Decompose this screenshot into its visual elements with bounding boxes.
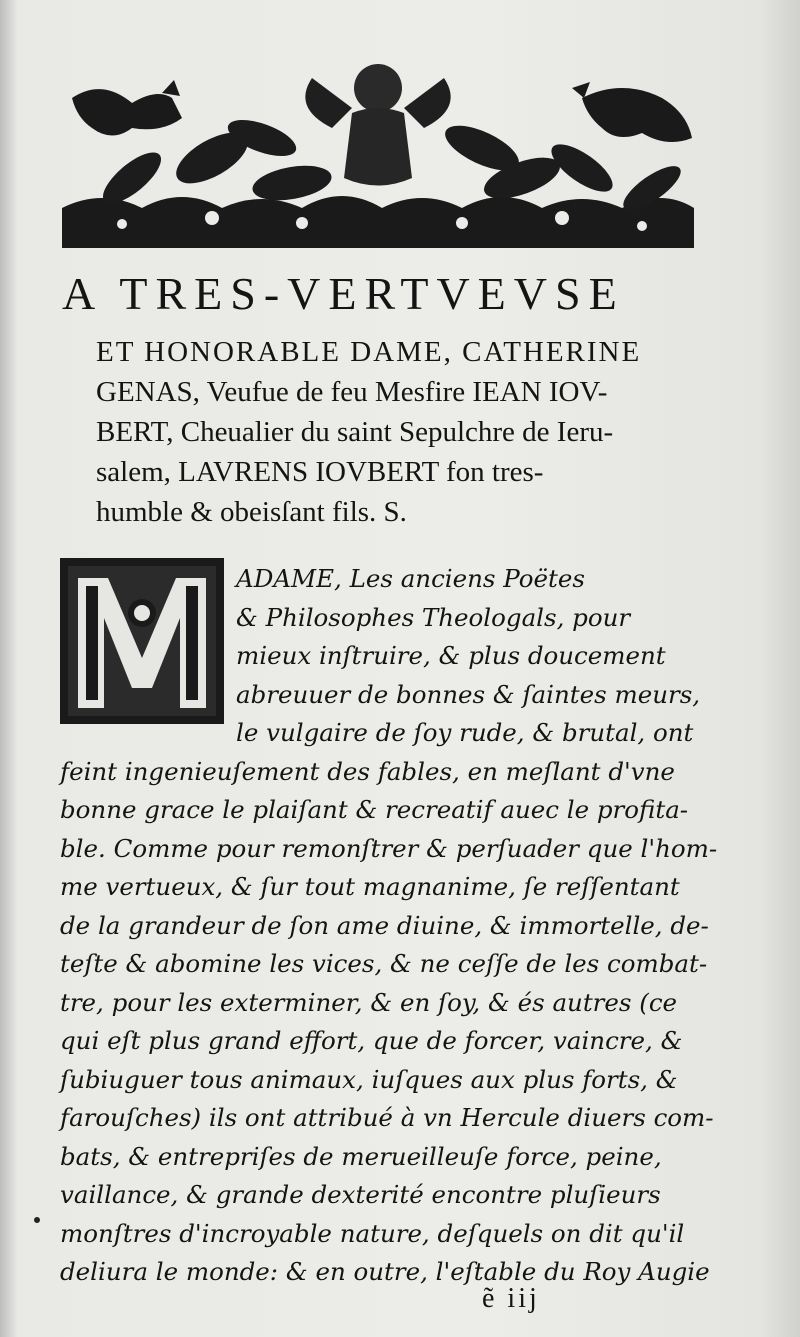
- body-line: deliura le monde: & en outre, l'eſtable du Roy Augie: [60, 1257, 710, 1286]
- woodcut-headpiece-ornament: [62, 58, 694, 250]
- body-line: tre, pour les exterminer, & en ſoy, & és autres (ce: [60, 987, 678, 1017]
- body-line: abreuuer de bonnes & ſaintes meurs,: [236, 679, 701, 709]
- dedication-line: salem, LAVRENS IOVBERT fon tres-: [96, 456, 544, 488]
- body-line: feint ingenieuſement des fables, en meſlant d'vne: [60, 756, 675, 786]
- body-line: qui eſt plus grand effort, que de forcer, vaincre, &: [60, 1026, 683, 1055]
- body-line: de la grandeur de ſon ame diuine, & immortelle, de-: [60, 910, 709, 940]
- dedication-line: GENAS, Veufue de feu Mesfire IEAN IOV-: [96, 376, 608, 408]
- dedication-line: BERT, Cheualier du saint Sepulchre de Ieru-: [96, 416, 614, 448]
- body-line: mieux inſtruire, & plus doucement: [236, 641, 666, 670]
- body-line: & Philosophes Theologals, pour: [236, 602, 631, 632]
- body-line: bats, & entrepriſes de merueilleuſe force, peine,: [60, 1141, 662, 1171]
- body-line: farouſches) ils ont attribué à vn Hercule diuers com-: [60, 1103, 714, 1132]
- body-line: bonne grace le plaiſant & recreatif auec le profita-: [60, 795, 689, 824]
- dedication-line: ET HONORABLE DAME, CATHERINE: [96, 336, 642, 368]
- body-line: teſte & abomine les vices, & ne ceſſe de les combat-: [60, 949, 708, 978]
- body-line: ble. Comme pour remonſtrer & perſuader que l'hom-: [60, 833, 718, 863]
- body-line: me vertueux, & ſur tout magnanime, ſe reſſentant: [60, 872, 680, 901]
- body-line: ſubiuguer tous animaux, iuſques aux plus forts, &: [60, 1064, 678, 1094]
- body-line: monſtres d'incroyable nature, deſquels on dit qu'il: [60, 1218, 685, 1248]
- dedication-block: [96, 332, 706, 532]
- dedication-title: A TRES-VERTVEVSE: [62, 268, 625, 319]
- dedication-line: humble & obeisſant fils. S.: [96, 496, 407, 528]
- signature-mark: ẽ iij: [482, 1283, 540, 1314]
- margin-mark: [34, 1217, 40, 1223]
- body-line: vaillance, & grande dexterité encontre pluſieurs: [60, 1180, 661, 1209]
- body-line: le vulgaire de ſoy rude, & brutal, ont: [236, 718, 694, 747]
- body-line: ADAME, Les anciens Poëtes: [236, 564, 585, 593]
- body-paragraph: [60, 560, 718, 1292]
